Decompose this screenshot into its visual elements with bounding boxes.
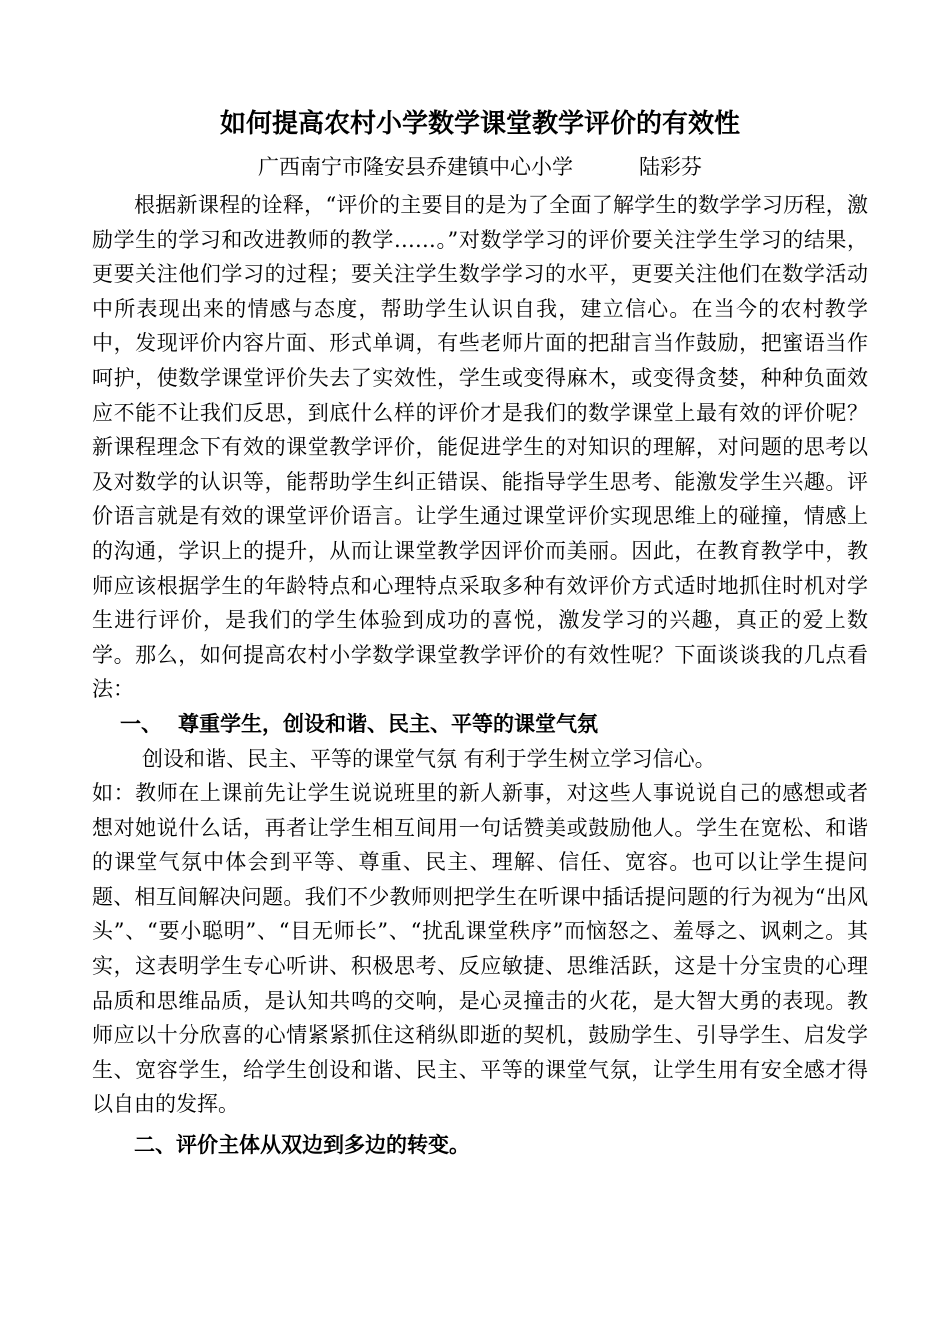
section-1-body: 如：教师在上课前先让学生说说班里的新人新事，对这些人事说说自己的感想或者想对她说什么话，再者让学生相互间用一句话赞美或鼓励他人。学生在宽松、和谐的课堂气氛中体会到平等、尊重、民主、理解、信任、宽容。也可以让学生提问题、相互间解决问题。我们不少教师则把学生在听课中插话提问题的行为视为“出风头”、“要小聪明”、“目无师长”、“扰乱课堂秩序”而恼怒之、羞辱之、讽刺之。其实，这表明学生专心听讲、积极思考、反应敏捷、思维活跃，这是十分宝贵的心理品质和思维品质，是认知共鸣的交响，是心灵撞击的火花，是大智大勇的表现。教师应以十分欣喜的心情紧紧抓住这稍纵即逝的契机，鼓励学生、引导学生、启发学生、宽容学生，给学生创设和谐、民主、平等的课堂气氛，让学生用有安全感才得以自由的发挥。 — [92, 781, 868, 1117]
author-name: 陆彩芬 — [639, 155, 702, 179]
section-1-heading-text: 尊重学生，创设和谐、民主、平等的课堂气氛 — [178, 710, 598, 736]
author-school: 广西南宁市隆安县乔建镇中心小学 — [258, 155, 573, 179]
intro-paragraph: 根据新课程的诠释，“评价的主要目的是为了全面了解学生的数学学习历程，激励学生的学习和改进教师的教学……。”对数学学习的评价要关注学生学习的结果，更要关注他们学习的过程；要关注学生数学学习的水平，更要关注他们在数学活动中所表现出来的情感与态度，帮助学生认识自我，建立信心。在当今的农村教学中，发现评价内容片面、形式单调，有些老师片面的把甜言当作鼓励，把蜜语当作呵护，使数学课堂评价失去了实效性，学生或变得麻木，或变得贪婪，种种负面效应不能不让我们反思，到底什么样的评价才是我们的数学课堂上最有效的评价呢？新课程理念下有效的课堂教学评价，能促进学生的对知识的理解，对问题的思考以及对数学的认识等，能帮助学生纠正错误、能指导学生思考、能激发学生兴趣。评价语言就是有效的课堂评价语言。让学生通过课堂评价实现思维上的碰撞，情感上的沟通，学识上的提升，从而让课堂教学因评价而美丽。因此，在教育教学中，教师应该根据学生的年龄特点和心理特点采取多种有效评价方式适时地抓住时机对学生进行评价，是我们的学生体验到成功的喜悦，激发学习的兴趣，真正的爱上数学。那么，如何提高农村小学数学课堂教学评价的有效性呢？下面谈谈我的几点看法： — [92, 193, 868, 702]
document-page — [92, 100, 868, 1163]
author-line — [92, 152, 868, 188]
section-1-heading — [92, 707, 868, 742]
section-1-lead: 创设和谐、民主、平等的课堂气氛 有利于学生树立学习信心。 — [142, 746, 716, 771]
section-1-number: 一、 — [120, 710, 162, 736]
document-title: 如何提高农村小学数学课堂教学评价的有效性 — [219, 109, 740, 139]
section-2-heading: 二、评价主体从双边到多边的转变。 — [134, 1132, 470, 1158]
